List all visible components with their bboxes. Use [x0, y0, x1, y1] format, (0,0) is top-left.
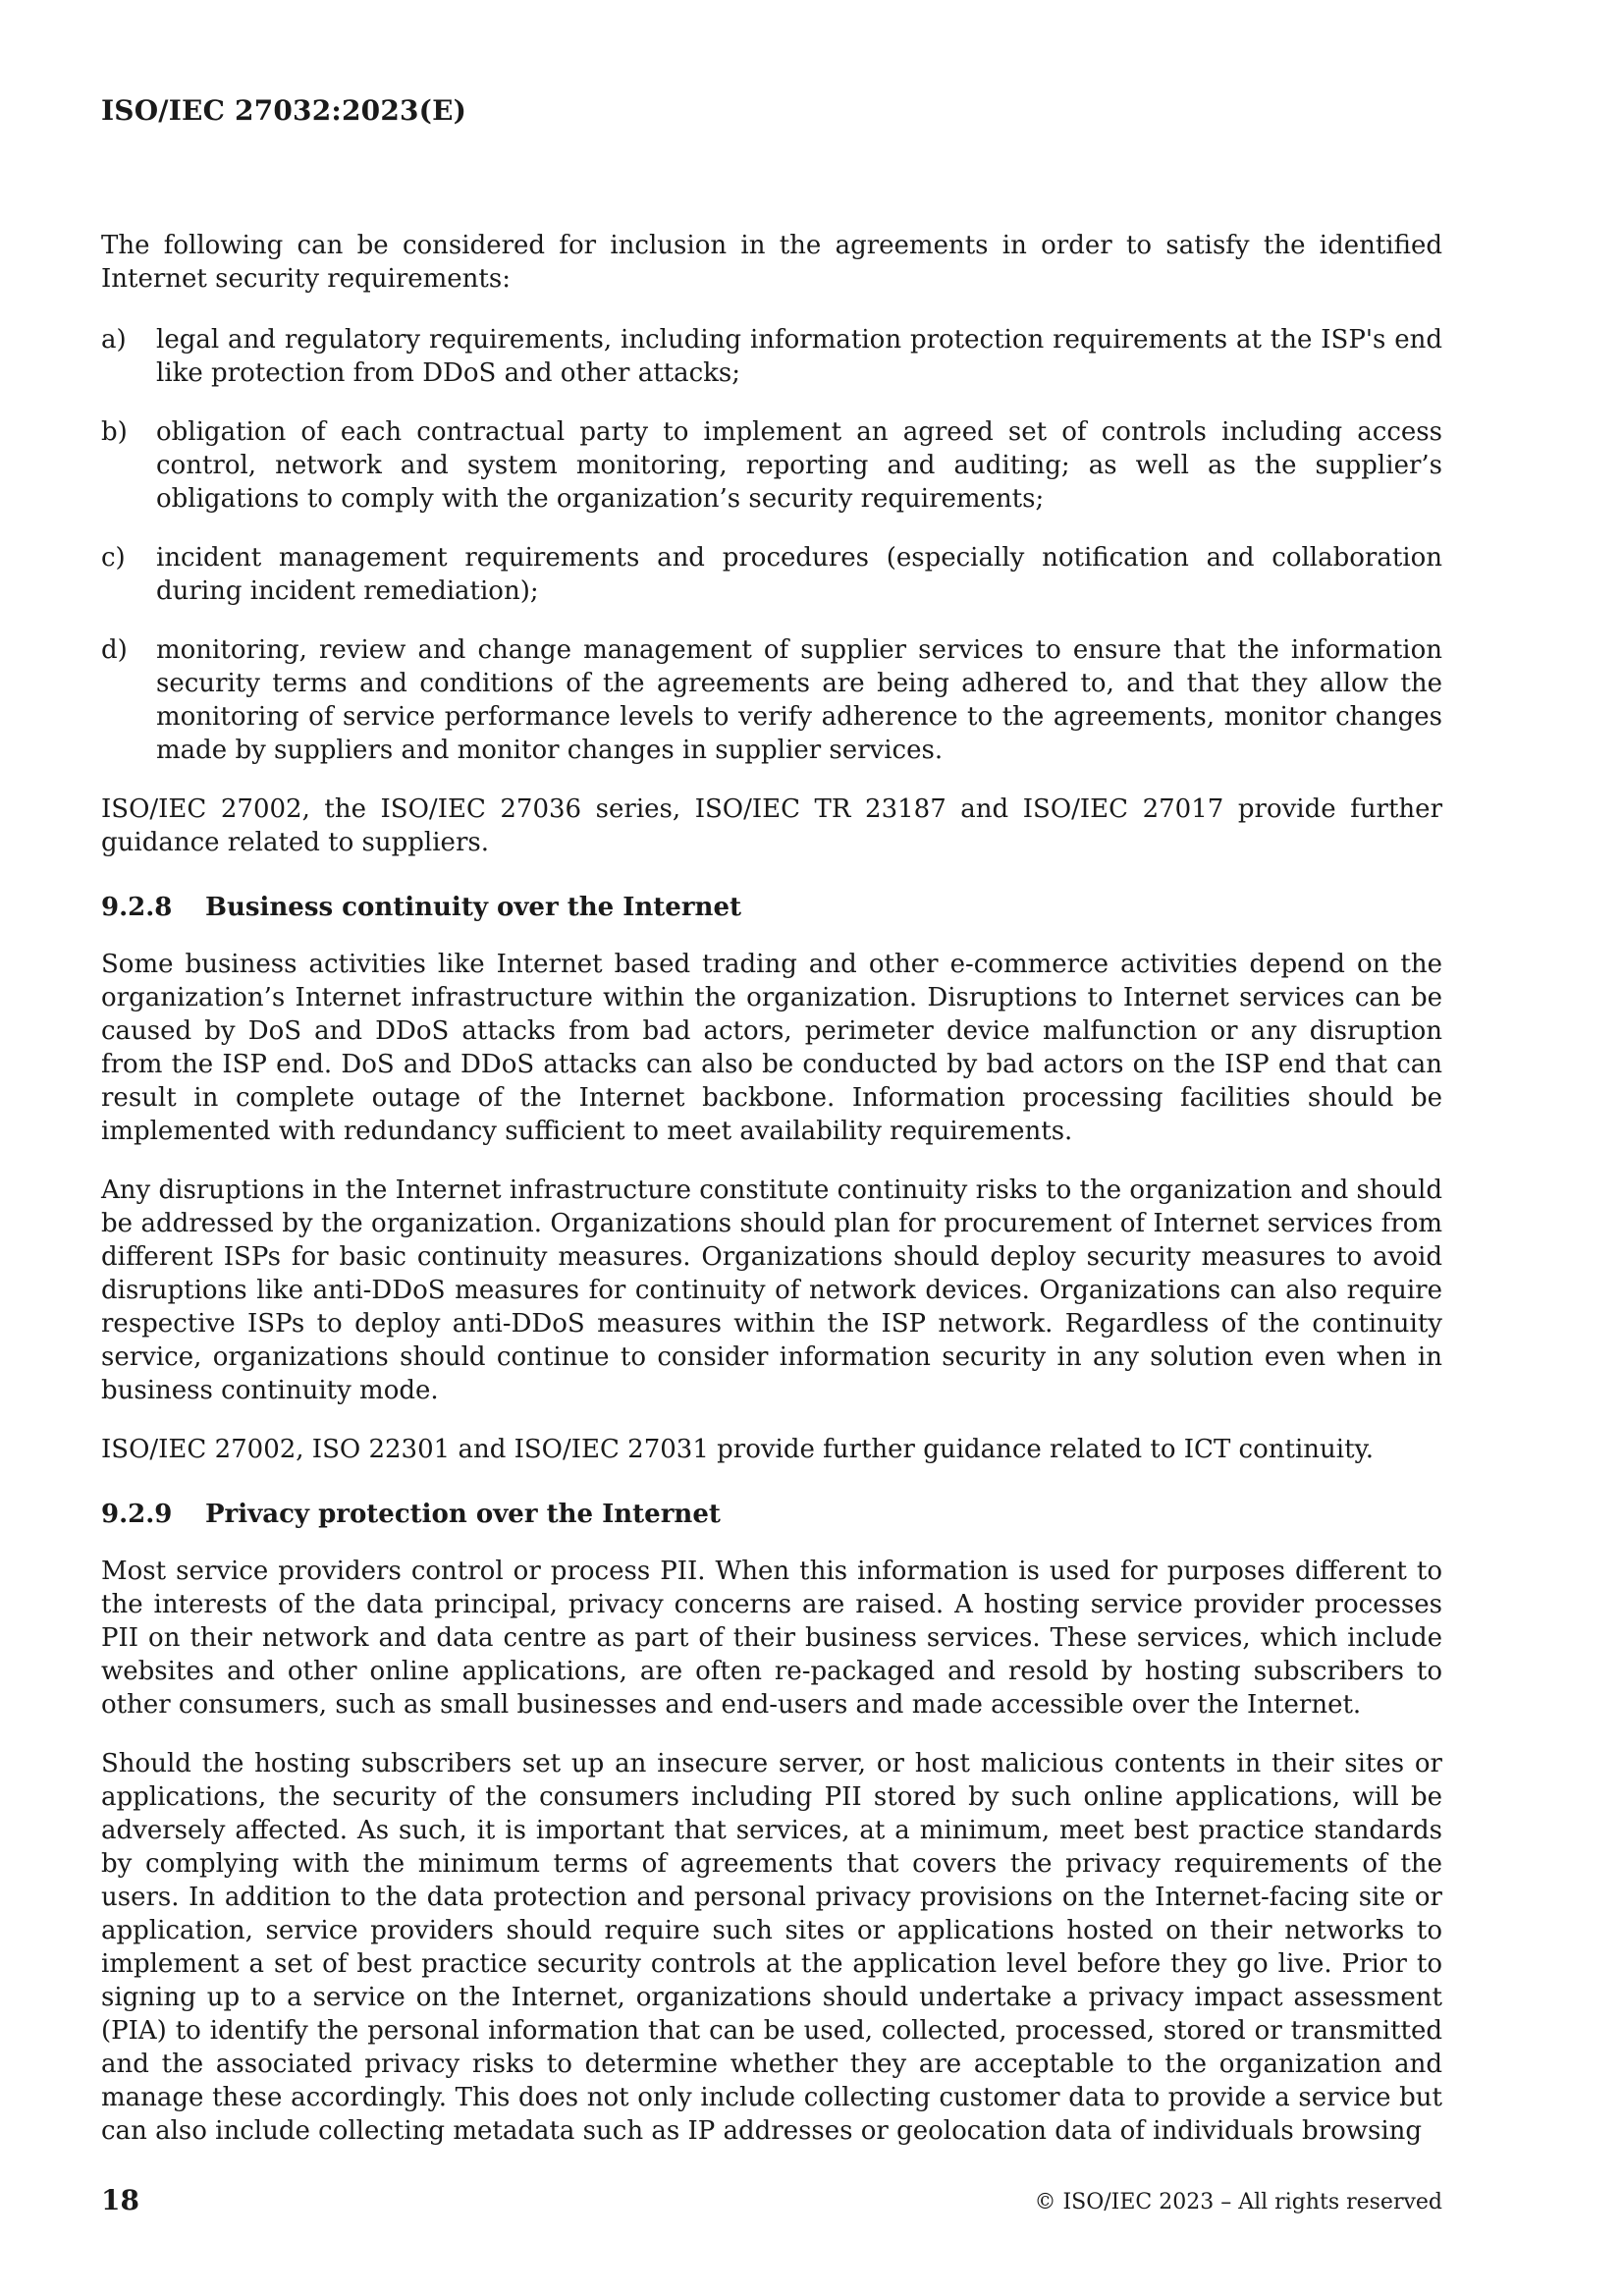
section-number: 9.2.9	[101, 1500, 173, 1529]
requirements-list	[101, 323, 1442, 767]
list-item-text: legal and regulatory requirements, including information protection requirements at the ISP's end like protection from DDoS and other attacks;	[156, 325, 1442, 388]
privacy-paragraph-1: Most service providers control or process PII. When this information is used for purposes different to the interests of the data principal, privacy concerns are raised. A hosting service provider processes PII on their network and data centre as part of their business services. These services, which include websites and other online applications, are often re-packaged and resold by hosting subscribers to other consumers, such as small businesses and end-users and made accessible over the Internet.	[101, 1557, 1442, 1720]
list-item	[101, 415, 1442, 516]
list-item-text: incident management requirements and procedures (especially notification and collaboration during incident remediation);	[156, 543, 1442, 606]
list-item-label: c)	[101, 543, 126, 573]
list-item	[101, 633, 1442, 767]
section-number: 9.2.8	[101, 893, 173, 922]
section-heading-9-2-8	[101, 891, 1442, 924]
document-id-header: ISO/IEC 27032:2023(E)	[101, 94, 467, 127]
business-continuity-paragraph-2: Any disruptions in the Internet infrastructure constitute continuity risks to the organization and should be addressed by the organization. Organizations should plan for procurement of Internet services from different ISPs for basic continuity measures. Organizations should deploy security measures to avoid disruptions like anti-DDoS measures for continuity of network devices. Organizations can also require respective ISPs to deploy anti-DDoS measures within the ISP network. Regardless of the continuity service, organizations should continue to consider information security in any solution even when in business continuity mode.	[101, 1175, 1442, 1405]
section-heading-9-2-9	[101, 1498, 1442, 1531]
page-content	[101, 229, 1442, 2173]
intro-paragraph: The following can be considered for inclusion in the agreements in order to satisfy the identified Internet security requirements:	[101, 231, 1442, 294]
section-title: Privacy protection over the Internet	[205, 1500, 721, 1529]
list-item-text: monitoring, review and change management of supplier services to ensure that the information security terms and conditions of the agreements are being adhered to, and that they allow the monitoring of service performance levels to verify adherence to the agreements, monitor changes made by suppliers and monitor changes in supplier services.	[156, 635, 1442, 765]
list-item-label: b)	[101, 417, 128, 447]
business-continuity-paragraph-3: ISO/IEC 27002, ISO 22301 and ISO/IEC 27031 provide further guidance related to ICT continuity.	[101, 1435, 1375, 1464]
list-item	[101, 323, 1442, 390]
suppliers-guidance-paragraph: ISO/IEC 27002, the ISO/IEC 27036 series, ISO/IEC TR 23187 and ISO/IEC 27017 provide further guidance related to suppliers.	[101, 794, 1442, 857]
list-item-text: obligation of each contractual party to implement an agreed set of controls including access control, network and system monitoring, reporting and auditing; as well as the supplier’s obligations to comply with the organization’s security requirements;	[156, 417, 1442, 514]
list-item	[101, 541, 1442, 608]
privacy-paragraph-2: Should the hosting subscribers set up an insecure server, or host malicious contents in their sites or applications, the security of the consumers including PII stored by such online applications, will be adversely affected. As such, it is important that services, at a minimum, meet best practice standards by complying with the minimum terms of agreements that covers the privacy requirements of the users. In addition to the data protection and personal privacy provisions on the Internet-facing site or application, service providers should require such sites or applications hosted on their networks to implement a set of best practice security controls at the application level before they go live. Prior to signing up to a service on the Internet, organizations should undertake a privacy impact assessment (PIA) to identify the personal information that can be used, collected, processed, stored or transmitted and the associated privacy risks to determine whether they are acceptable to the organization and manage these accordingly. This does not only include collecting customer data to provide a service but can also include collecting metadata such as IP addresses or geolocation data of individuals browsing	[101, 1749, 1442, 2146]
list-item-label: d)	[101, 635, 128, 665]
page-number: 18	[101, 2184, 139, 2216]
list-item-label: a)	[101, 325, 127, 355]
section-title: Business continuity over the Internet	[205, 893, 741, 922]
copyright-notice: © ISO/IEC 2023 – All rights reserved	[1034, 2190, 1442, 2214]
business-continuity-paragraph-1: Some business activities like Internet based trading and other e-commerce activities depend on the organization’s Internet infrastructure within the organization. Disruptions to Internet services can be caused by DoS and DDoS attacks from bad actors, perimeter device malfunction or any disruption from the ISP end. DoS and DDoS attacks can also be conducted by bad actors on the ISP end that can result in complete outage of the Internet backbone. Information processing facilities should be implemented with redundancy sufficient to meet availability requirements.	[101, 950, 1442, 1146]
